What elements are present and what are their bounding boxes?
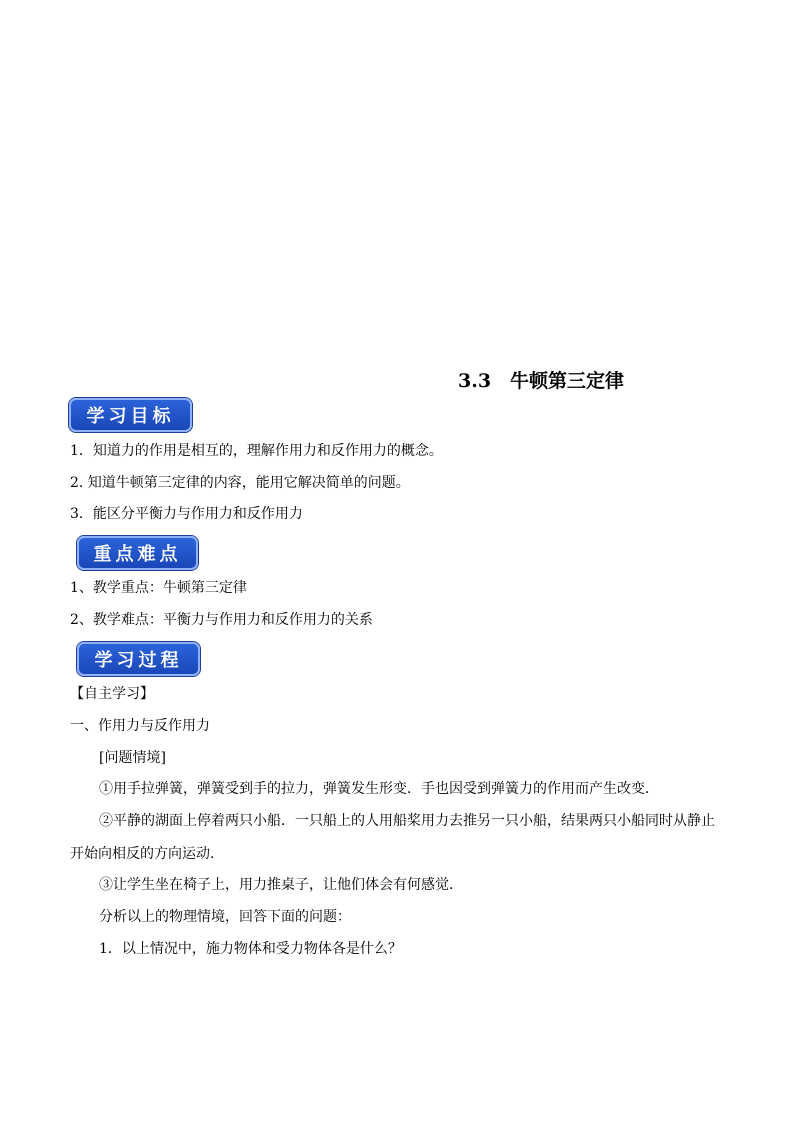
- objectives-badge: 学习目标: [69, 398, 192, 432]
- objective-item-1: 1．知道力的作用是相互的，理解作用力和反作用力的概念。: [70, 443, 443, 459]
- objective-item-3: 3．能区分平衡力与作用力和反作用力: [70, 506, 303, 522]
- keypoint-item-2: 2、教学难点：平衡力与作用力和反作用力的关系: [70, 612, 373, 628]
- section-title: 一、作用力与反作用力: [70, 718, 210, 734]
- scenario-2-line-1: ②平静的湖面上停着两只小船．一只船上的人用船桨用力去推另一只小船，结果两只小船同时从静止: [99, 813, 715, 829]
- process-badge: 学习过程: [77, 642, 200, 676]
- analysis-prompt: 分析以上的物理情境，回答下面的问题：: [99, 909, 351, 925]
- scenario-label: [问题情境]: [99, 750, 166, 766]
- page-title: 3.3 牛顿第三定律: [458, 370, 625, 392]
- keypoint-item-1: 1、教学重点：牛顿第三定律: [70, 580, 247, 596]
- scenario-1: ①用手拉弹簧，弹簧受到手的拉力，弹簧发生形变．手也因受到弹簧力的作用而产生改变．: [99, 781, 659, 797]
- objective-item-2: 2. 知道牛顿第三定律的内容，能用它解决简单的问题。: [70, 475, 410, 491]
- self-study-heading: 【自主学习】: [70, 686, 154, 702]
- scenario-2-line-2: 开始向相反的方向运动．: [70, 846, 224, 862]
- scenario-3: ③让学生坐在椅子上，用力推桌子，让他们体会有何感觉．: [99, 877, 463, 893]
- question-1: 1．以上情况中，施力物体和受力物体各是什么？: [99, 941, 402, 957]
- keypoints-badge: 重点难点: [77, 536, 198, 570]
